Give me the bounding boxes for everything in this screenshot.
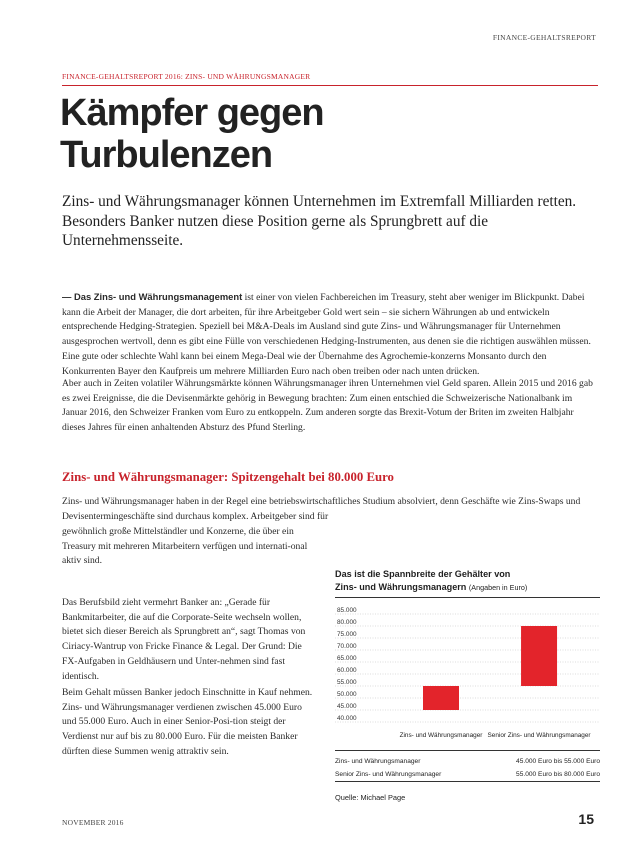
body-paragraph-4: gewöhnlich große Mittelständler und Konzerne, die über ein Treasury mit mehreren Mitarbeitern verfügen und internati-onal aktiv sind. (62, 526, 308, 567)
salary-chart (335, 568, 600, 804)
table-label: Zins- und Währungsmanager (335, 758, 421, 765)
y-tick-label: 45.000 (337, 703, 357, 710)
y-tick-label: 80.000 (337, 619, 357, 626)
table-value: 55.000 Euro bis 80.000 Euro (516, 771, 600, 778)
table-label: Senior Zins- und Währungsmanager (335, 771, 442, 778)
lead-paragraph: Zins- und Währungsmanager können Unternehmen im Extremfall Milliarden retten. Besonders Banker nutzen diese Position gerne als Sprungbrett auf die Unternehmensseite. (62, 193, 577, 249)
body-paragraph-3: Zins- und Währungsmanager haben in der Regel eine betriebswirtschaftliches Studium absolviert, denn Geschäfte wie Zins-Swaps und Devisentermingeschäfte sind durchaus komplex. Arbeitgeber sind für (62, 496, 581, 522)
subheadline: Zins- und Währungsmanager: Spitzengehalt bei 80.000 Euro (62, 470, 394, 484)
chart-title-line2: Zins- und Währungsmanagern (335, 582, 467, 592)
kicker: FINANCE-GEHALTSREPORT 2016: ZINS- UND WÄHRUNGSMANAGER (62, 72, 311, 81)
body-paragraph-1-text: ist einer von vielen Fachbereichen im Treasury, steht aber weniger im Blickpunkt. Dabei kann die Arbeit der Manager, die dort arbeiten, für ihre Arbeitgeber Gold wert sein – sie sichern Währungen ab und entwickeln entsprechende Hedging-Strategien. Speziell bei M&A-Deals im Ausland sind gute Zins- und Währungsmanager für Unternehmen ausgesprochen wertvoll, denn es gibt eine Fülle von verschiedenen Hedging-Instrumenten, aus denen sie die richtigen auswählen müssen. Eine gute oder schlechte Wahl kann bei einem Mega-Deal wie der Übernahme des Agrochemie-konzerns Monsanto durch den Konkurrenten Bayer den Kaufpreis um mehrere Milliarden Euro nach oben treiben oder nach unten drücken. (62, 292, 591, 377)
table-row (335, 758, 600, 765)
kicker-rule (62, 85, 598, 86)
y-tick-label: 50.000 (337, 691, 357, 698)
body-paragraph-1 (62, 290, 594, 379)
y-tick-label: 55.000 (337, 679, 357, 686)
table-row (335, 771, 600, 778)
chart-plot (335, 604, 600, 744)
chart-source: Quelle: Michael Page (335, 793, 406, 802)
page-number: 15 (578, 811, 594, 827)
table-rule-top (335, 750, 600, 751)
table-rule-bottom (335, 781, 600, 782)
body-paragraph-5: Das Berufsbild zieht vermehrt Banker an: „Gerade für Bankmitarbeiter, die auf die Corporate-Seite wechseln wollen, bietet sich dieser Bereich als Sprungbrett an“, sagt Thomas von Ciriacy-Wantrup von Fricke Finance & Legal. Der Grund: Die FX-Aufgaben in Geldhäusern und Unter-nehmen sind fast identisch. (62, 597, 306, 682)
body-paragraph-6: Beim Gehalt müssen Banker jedoch Einschnitte in Kauf nehmen. Zins- und Währungsmanager verdienen zwischen 45.000 Euro und 55.000 Euro. Auch in einer Senior-Posi-tion steigt der Verdienst nur auf bis zu 80.000 Euro. Für die meisten Banker dürften diese Summen wenig attraktiv sein. (62, 687, 313, 757)
y-tick-label: 60.000 (337, 667, 357, 674)
headline: Kämpfer gegen Turbulenzen (60, 92, 324, 176)
range-bar (423, 686, 459, 710)
x-tick-label: Zins- und Währungsmanager (399, 732, 483, 739)
y-tick-label: 75.000 (337, 631, 357, 638)
y-tick-label: 65.000 (337, 655, 357, 662)
y-tick-label: 85.000 (337, 607, 357, 614)
lead-in: — Das Zins- und Währungsmanagement (62, 291, 243, 302)
body-paragraph-2: Aber auch in Zeiten volatiler Währungsmärkte können Währungsmanager ihren Unternehmen viel Geld sparen. Allein 2015 und 2016 gab es zwei Ereignisse, die die Devisenmärkte gehörig in Bewegung brachten: Zum einen entschied die Schweizerische Nationalbank im Januar 2016, den Schweizer Franken vom Euro zu entkoppeln. Zum anderen sorgte das Brexit-Votum der Briten im zweiten Halbjahr dieses Jahres für einen anhaltenden Absturz des Pfund Sterling. (62, 378, 593, 434)
range-bar (521, 626, 557, 686)
y-tick-label: 70.000 (337, 643, 357, 650)
footer-date: NOVEMBER 2016 (62, 818, 124, 827)
x-tick-label: Senior Zins- und Währungsmanager (487, 732, 591, 739)
chart-title-line1: Das ist die Spannbreite der Gehälter von (335, 569, 511, 579)
chart-rule (335, 597, 600, 598)
running-head: FINANCE-GEHALTSREPORT (492, 33, 596, 42)
table-value: 45.000 Euro bis 55.000 Euro (516, 758, 600, 765)
chart-title (335, 568, 600, 594)
chart-note: (Angaben in Euro) (468, 583, 528, 592)
y-tick-label: 40.000 (337, 715, 357, 722)
